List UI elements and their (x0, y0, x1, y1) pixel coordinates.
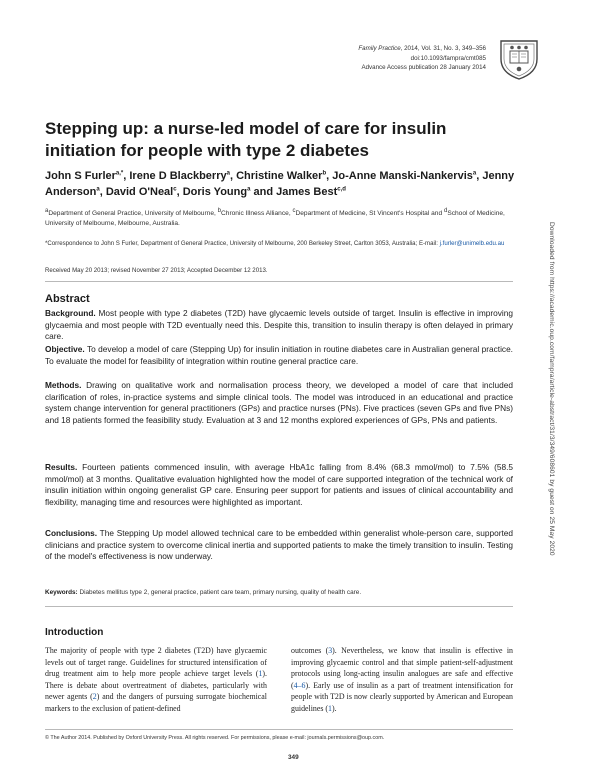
affiliation-sup: d (443, 207, 448, 214)
email-link[interactable]: j.furler@unimelb.edu.au (439, 240, 505, 247)
author-sup[interactable]: a (247, 185, 251, 192)
results-text: Fourteen patients commenced insulin, with average HbA1c falling from 8.4% (68.3 mmol/mol) to 7.5% (58.5 mmol/mol) at 3 months. Qualitative evaluation highlighted how the model of care supported integration of the technical work of insulin initiation within ongoing generalist GP care. Ensuring peer support for patients and issues of clinical accountability and flexibility, managing time and resources were highlighted as important. (45, 462, 513, 507)
reference-link[interactable]: 1 (328, 703, 332, 713)
keywords (45, 589, 513, 596)
journal-header (358, 44, 486, 73)
author-sup[interactable]: c (173, 185, 177, 192)
download-note (543, 222, 557, 612)
methods-text: Drawing on qualitative work and normalisation process theory, we developed a model of care that included clarification of roles, in-practice systems and simple clinical tools. The model was introduced in an educational and practice system change intervention for general practitioners (GPs) and practice nurses (PNs). Five practices (seven GPs and five PNs) and 18 patients formed the feasibility study. Evaluation at 3 and 12 months explored experiences of GPs, PNs and patients. (45, 380, 513, 425)
background-label: Background. (45, 308, 96, 318)
reference-link[interactable]: 4–6 (293, 680, 306, 690)
reference-link[interactable]: 2 (92, 692, 97, 702)
results-label: Results. (45, 462, 78, 472)
affiliation-sup: b (217, 207, 222, 214)
conclusions-text: The Stepping Up model allowed technical care to be embedded within generalist whole-person care, supported clinicians and practice system to overcome clinical inertia and supported patients to make the timely transition to insulin. Testing of the model's effectiveness is now underway. (45, 528, 513, 562)
objective-text: To develop a model of care (Stepping Up) for insulin initiation in routine diabetes care in Australian general practice. To evaluate the model for feasibility of integration within routine general practice care. (45, 344, 513, 366)
received-dates: Received May 20 2013; revised November 27 2013; Accepted December 12 2013. (45, 267, 268, 274)
keywords-text: Diabetes mellitus type 2, general practice, patient care team, primary nursing, quality of health care. (77, 589, 362, 596)
abstract-objective (45, 344, 513, 367)
intro-text: The majority of people with type 2 diabetes (T2D) have glycaemic levels out of target range. Guidelines for structured intensification of drug treatment aim to help more people achieve target levels ( (45, 646, 267, 679)
affiliations (45, 209, 515, 229)
objective-label: Objective. (45, 344, 85, 354)
abstract-conclusions (45, 528, 513, 563)
keywords-label: Keywords: (45, 589, 78, 596)
author-sup[interactable]: a (96, 185, 100, 192)
author-list: John S Furler$^{a,*}$, Irene D Blackberry$^a$, Christine Walker$^b$, Jo-Anne Manski-Nankervis$^a$, Jenny Anderson$^a$, David O'Neal$^c$, Doris Young$^a$ and James Best$^{c,d}$ (45, 170, 515, 198)
author-sup[interactable]: c,d (337, 185, 346, 192)
correspondence-text: *Correspondence to John S Furler, Department of General Practice, University of Melbourne, 200 Berkeley Street, Carlton 3053, Australia; E-mail: (45, 240, 440, 247)
author-name: Christine Walker (236, 170, 323, 182)
doi[interactable]: doi:10.1093/fampra/cmt085 (410, 54, 486, 62)
journal-citation: , 2014, Vol. 31, No. 3, 349–356 (400, 45, 486, 52)
abstract-methods (45, 380, 513, 426)
advance-access: Advance Access publication 28 January 2014 (361, 64, 486, 71)
affiliation-sup: a (45, 207, 49, 214)
intro-text: ). There is debate about overtreatment of diabetes, particularly with newer agents ( (45, 669, 267, 702)
article-title: Stepping up: a nurse-led model of care for insulin initiation for people with type 2 diabetes (45, 119, 447, 160)
author-name: Irene D Blackberry (129, 170, 227, 182)
author-name: Jo-Anne Manski-Nankervis (332, 170, 473, 182)
abstract-heading: Abstract (45, 293, 90, 305)
author-sup[interactable]: b (322, 170, 327, 177)
journal-name: Family Practice (358, 45, 401, 52)
intro-text: ) and the dangers of pursuing surrogate biochemical markers to the exclusion of patient-defined (45, 692, 267, 713)
author-name: Doris Young (182, 185, 248, 198)
oup-crest-logo (495, 37, 543, 81)
author-name: John S Furler (45, 170, 116, 182)
download-note-text[interactable]: Downloaded from https://academic.oup.com/fampra/article-abstract/31/3/349/608601 by guest on 25 May 2020 (548, 222, 555, 556)
author-sup[interactable]: a (226, 170, 230, 177)
background-text: Most people with type 2 diabetes (T2D) have glycaemic levels outside of target. Insulin is effective in improving glycaemia and most people with T2D eventually need this. Despite this, transition to insulin therapy is often delayed in primary care. (45, 308, 513, 342)
abstract-results (45, 462, 513, 508)
author-sup[interactable]: a,* (115, 170, 124, 177)
correspondence (45, 239, 515, 249)
affiliation-text: Chronic Illness Alliance, (221, 210, 293, 217)
intro-text: ). Nevertheless, we know that insulin is effective in improving glycaemic control and that simple patient-self-adjustment protocols using long-acting insulin analogues are safe and effective ( (291, 646, 513, 690)
author-name: David O'Neal (105, 185, 174, 198)
intro-column-left (45, 645, 267, 715)
methods-label: Methods. (45, 380, 82, 390)
divider (45, 281, 513, 282)
affiliation-sup: c (292, 207, 296, 214)
reference-link[interactable]: 3 (328, 646, 333, 655)
copyright-notice: © The Author 2014. Published by Oxford University Press. All rights reserved. For permissions, please e-mail: journals.permissions@oup.com. (45, 735, 385, 741)
affiliation-text: Department of Medicine, St Vincent's Hospital and (295, 210, 444, 217)
abstract-background (45, 308, 513, 343)
divider (45, 729, 513, 730)
affiliation-text: School of Medicine, University of Melbourne, Melbourne, Australia. (45, 210, 505, 227)
reference-link[interactable]: 1 (258, 669, 263, 679)
intro-text: ). Early use of insulin as a part of treatment intensification for people with T2D is now clearly supported by American and European guidelines ( (291, 680, 513, 713)
page-number: 349 (288, 754, 299, 761)
affiliation-text: Department of General Practice, University of Melbourne, (48, 210, 218, 217)
intro-text: outcomes ( (291, 646, 329, 655)
conclusions-label: Conclusions. (45, 528, 98, 538)
introduction-heading: Introduction (45, 627, 104, 638)
author-sup[interactable]: a (472, 170, 477, 177)
intro-text: ). (332, 703, 337, 713)
divider (45, 606, 513, 607)
author-name: James Best (276, 185, 338, 198)
author-name: Jenny Anderson (45, 170, 515, 198)
intro-column-right (291, 645, 513, 715)
